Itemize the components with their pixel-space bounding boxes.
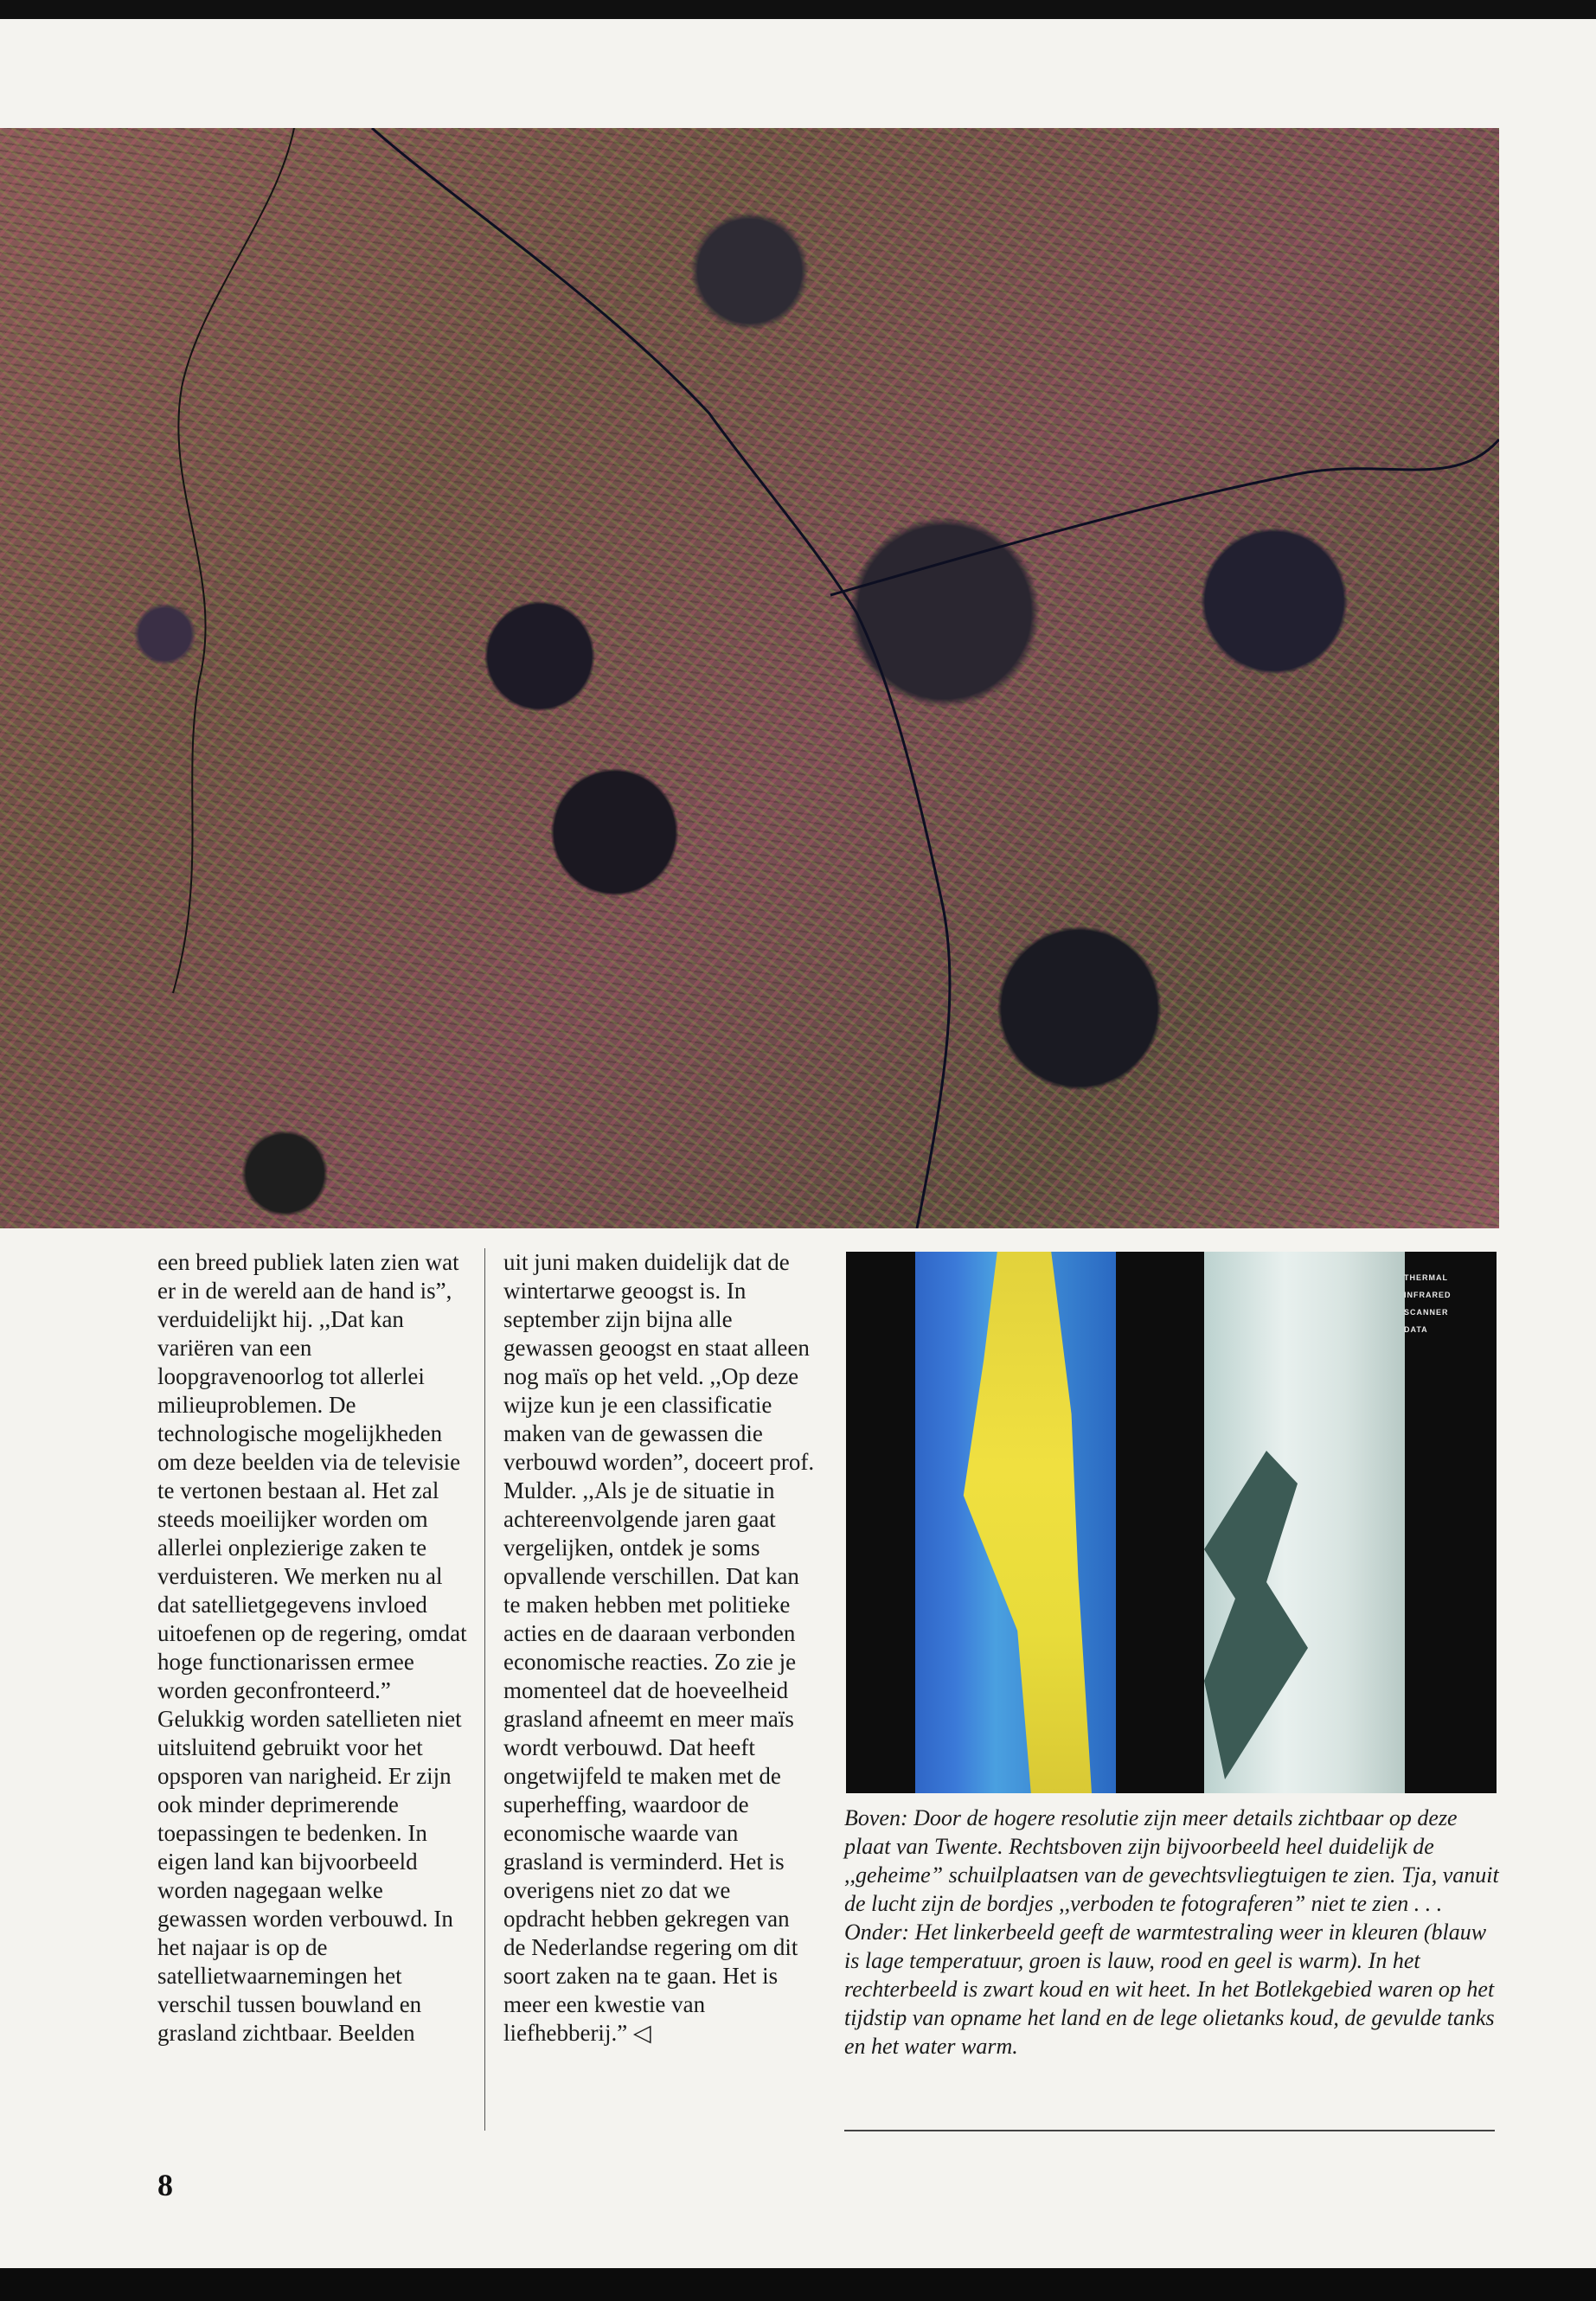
page-number: 8 xyxy=(157,2168,173,2202)
top-border xyxy=(0,0,1596,19)
article-column-2 xyxy=(503,1248,815,2048)
article-paragraph: Gelukkig worden satellieten niet uitsluitend gebruikt voor het opsporen van narigheid. Er zijn ook minder deprimerende toepassingen te bedenken. In eigen land kan bijvoorbeeld worden nagegaan welke gewassen worden verbouwd. In het najaar is op de satellietwaarnemingen het verschil tussen bouwland en grasland zichtbaar. Beelden xyxy=(157,1706,462,2046)
thermal-label xyxy=(1404,1269,1490,1338)
caption-top: Boven: Door de hogere resolutie zijn meer details zichtbaar op deze plaat van Twente. Rechtsboven zijn bijvoorbeeld heel duidelijk de ,,geheime” schuilplaatsen van de gevechtsvliegtuigen te zien. Tja, vanuit de lucht zijn de bordjes ,,verboden te fotograferen” niet te zien . . . xyxy=(844,1805,1499,1916)
image-caption xyxy=(844,1804,1502,2061)
satellite-image-twente xyxy=(0,128,1499,1228)
article-paragraph: een breed publiek laten zien wat er in de wereld aan de hand is”, verduidelijkt hij. ,,Dat kan variëren van een loopgravenoorlog tot allerlei milieuproblemen. De technologische mogelijkheden om deze beelden via de televisie te vertonen bestaan al. Het zal steeds moeilijker worden om allerlei onplezierige zaken te verduisteren. We merken nu al dat satellietgegevens invloed uitoefenen op de regering, omdat hoge functionarissen ermee worden geconfronteerd.” xyxy=(157,1249,467,1703)
article-paragraph: uit juni maken duidelijk dat de wintertarwe geoogst is. In september zijn bijna alle gewassen geoogst en staat alleen nog maïs op het veld. ,,Op deze wijze kun je een classificatie maken van de gewassen die verbouwd worden”, doceert prof. Mulder. ,,Als je de situatie in achtereenvolgende jaren gaat vergelijken, ontdek je soms opvallende verschillen. Dat kan te maken hebben met politieke acties en de daaraan verbonden economische reacties. Zo zie je momenteel dat de hoeveelheid grasland afneemt en meer maïs wordt verbouwd. Dat heeft ongetwijfeld te maken met de superheffing, waardoor de economische waarde van grasland is verminderd. Het is overigens niet zo dat we opdracht hebben gekregen van de Nederlandse regering om dit soort zaken na te gaan. Het is meer een kwestie van liefhebberij.” ◁ xyxy=(503,1249,815,2046)
satellite-linework xyxy=(0,128,1499,1228)
caption-rule xyxy=(844,2130,1495,2131)
thermal-label-line: THERMAL xyxy=(1404,1273,1448,1282)
thermal-infrared-image xyxy=(846,1252,1497,1793)
column-divider xyxy=(484,1248,485,2131)
thermal-label-line: SCANNER xyxy=(1404,1308,1449,1317)
article-column-1 xyxy=(157,1248,469,2048)
bottom-border xyxy=(0,2268,1596,2301)
caption-bottom: Onder: Het linkerbeeld geeft de warmtestraling weer in kleuren (blauw is lage temperatuur, groen is lauw, rood en geel is warm). In het rechterbeeld is zwart koud en wit heet. In het Botlekgebied waren op het tijdstip van opname het land en de lege olietanks koud, de gevulde tanks en het water warm. xyxy=(844,1920,1495,2059)
thermal-label-line: INFRARED xyxy=(1404,1291,1452,1299)
thermal-label-line: DATA xyxy=(1404,1325,1428,1334)
